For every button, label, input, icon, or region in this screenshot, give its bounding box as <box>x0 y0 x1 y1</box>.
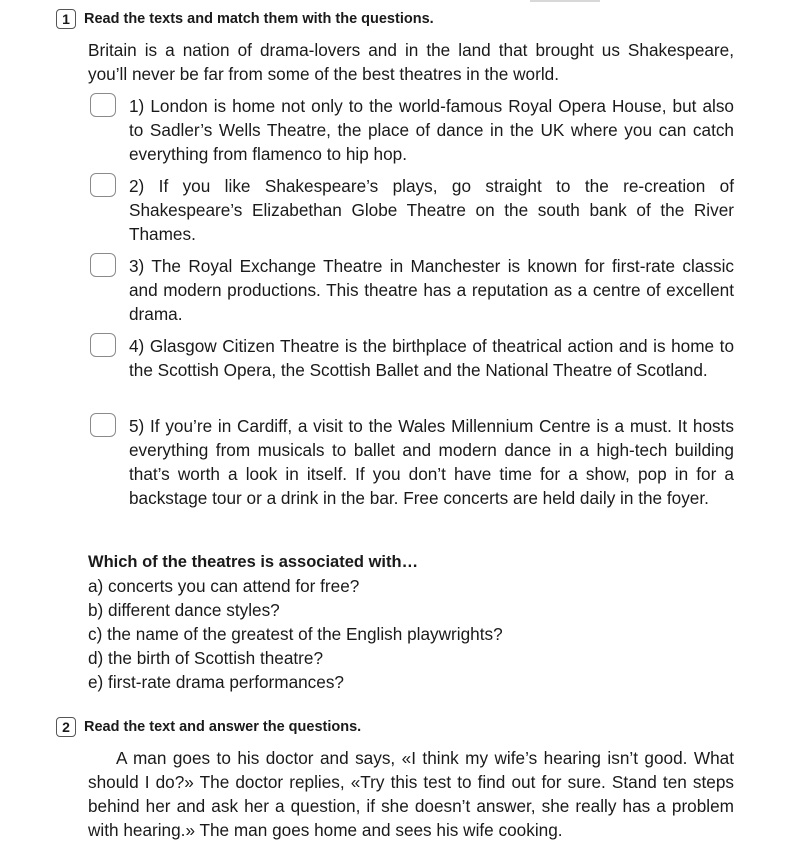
question-d: d) the birth of Scottish theatre? <box>88 648 324 668</box>
question-e: e) first-rate drama performances? <box>88 672 344 692</box>
task2-text: A man goes to his doctor and says, «I think my wife’s hearing isn’t good. What should I do?» The doctor replies, «Try this test to find out for sure. Stand ten steps behind her and ask her a question, if she doesn’t answer, she really has a problem with hearing.» The man goes home and sees his wife cooking. <box>88 748 734 840</box>
question-c: c) the name of the greatest of the English playwrights? <box>88 624 503 644</box>
item-4-text: 4) Glasgow Citizen Theatre is the birthplace of theatrical action and is home to the Scottish Opera, the Scottish Ballet and the National Theatre of Scotland. <box>129 336 734 380</box>
question-b: b) different dance styles? <box>88 600 280 620</box>
task1-intro: Britain is a nation of drama-lovers and in the land that brought us Shakespeare, you’ll never be far from some of the best theatres in the world. <box>88 40 734 84</box>
task1-title: Read the texts and match them with the questions. <box>84 11 434 27</box>
task2-number-badge: 2 <box>56 717 76 737</box>
top-divider <box>530 0 600 2</box>
answer-checkbox-3[interactable] <box>90 253 116 277</box>
task2-title: Read the text and answer the questions. <box>84 719 362 735</box>
answer-checkbox-1[interactable] <box>90 93 116 117</box>
questions-list <box>88 574 503 694</box>
task1-header <box>56 7 434 31</box>
item-1-text: 1) London is home not only to the world-famous Royal Opera House, but also to Sadler’s Wells Theatre, the place of dance in the UK where you can catch everything from flamenco to hip hop. <box>129 96 734 164</box>
item-5-text: 5) If you’re in Cardiff, a visit to the Wales Millennium Centre is a must. It hosts everything from musicals to ballet and modern dance in a high-tech building that’s worth a look in itself. If you don’t have time for a show, pop in for a backstage tour or a drink in the bar. Free concerts are held daily in the foyer. <box>129 416 734 508</box>
item-2-text: 2) If you like Shakespeare’s plays, go straight to the re-creation of Shakespeare’s Elizabethan Globe Theatre on the south bank of the River Thames. <box>129 176 734 244</box>
question-a: a) concerts you can attend for free? <box>88 576 360 596</box>
task1-number-badge: 1 <box>56 9 76 29</box>
answer-checkbox-4[interactable] <box>90 333 116 357</box>
item-3-text: 3) The Royal Exchange Theatre in Manchester is known for first-rate classic and modern productions. This theatre has a reputation as a centre of excellent drama. <box>129 256 734 324</box>
answer-checkbox-2[interactable] <box>90 173 116 197</box>
questions-heading: Which of the theatres is associated with… <box>88 553 419 571</box>
answer-checkbox-5[interactable] <box>90 413 116 437</box>
task2-header <box>56 715 361 739</box>
